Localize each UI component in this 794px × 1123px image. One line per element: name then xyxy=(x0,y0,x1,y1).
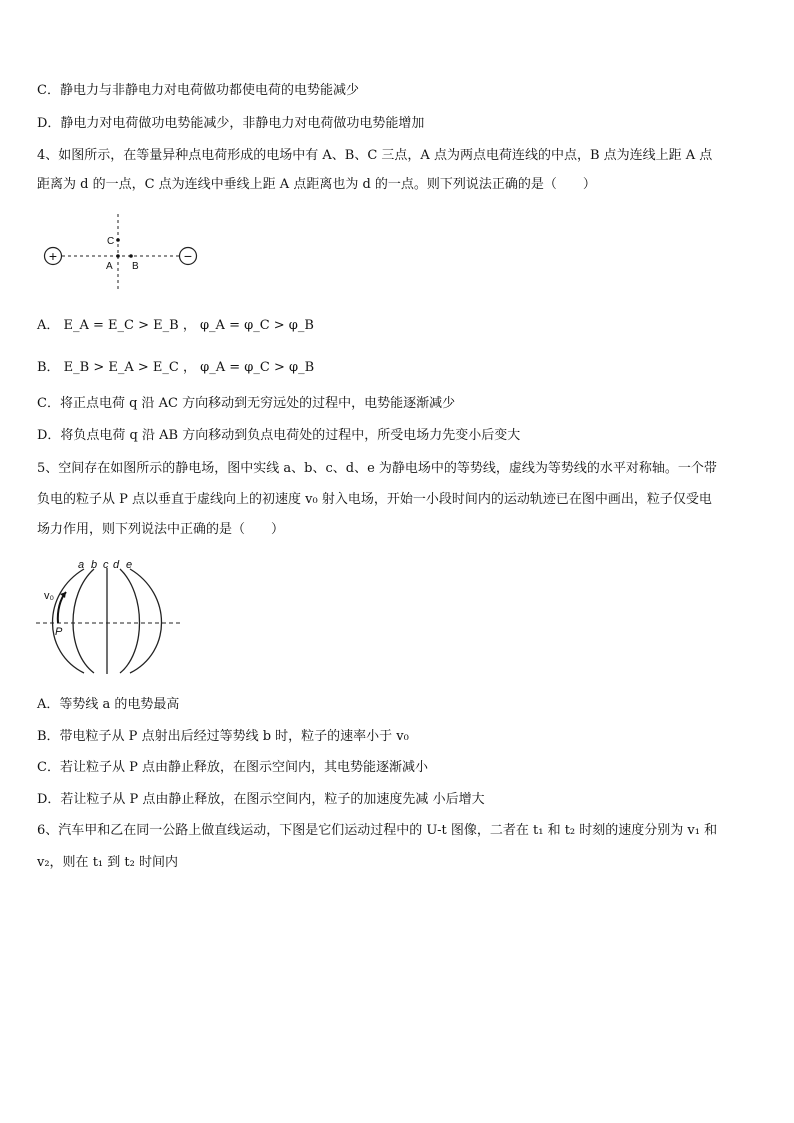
label-c: C xyxy=(107,236,115,247)
equipotential-e xyxy=(130,569,162,673)
label-b: b xyxy=(91,559,98,571)
point-a xyxy=(116,254,120,258)
point-b xyxy=(129,254,133,258)
equipotential-d xyxy=(120,569,140,673)
option-a-q4: A． E_A = E_C > E_B ， φ_A = φ_C > φ_B xyxy=(37,318,314,333)
question-4-line-2: 距离为 d 的一点，C 点为连线中垂线上距 A 点距离也为 d 的一点。则下列说法正确的是（ ） xyxy=(37,177,596,192)
question-6-line-1: 6、汽车甲和乙在同一公路上做直线运动，下图是它们运动过程中的 U-t 图像，二者在 t₁ 和 t₂ 时刻的速度分别为 v₁ 和 xyxy=(37,823,718,838)
label-b: B xyxy=(132,261,139,272)
question-5-line-2: 负电的粒子从 P 点以垂直于虚线向上的初速度 v₀ 射入电场，开始一小段时间内的运动轨迹已在图中画出，粒子仅受电 xyxy=(37,492,712,507)
label-v0: v₀ xyxy=(44,590,55,602)
minus-sign: − xyxy=(183,248,193,264)
equipotential-b xyxy=(73,569,94,673)
option-c-q3: C．静电力与非静电力对电荷做功都使电荷的电势能减少 xyxy=(37,83,359,98)
option-d-q5: D．若让粒子从 P 点由静止释放，在图示空间内，粒子的加速度先减 小后增大 xyxy=(37,792,485,807)
equipotential-figure xyxy=(36,556,186,676)
option-c-q5: C．若让粒子从 P 点由静止释放，在图示空间内，其电势能逐渐减小 xyxy=(37,760,428,775)
option-c-q4: C．将正点电荷 q 沿 AC 方向移动到无穷远处的过程中，电势能逐渐减少 xyxy=(37,396,456,411)
question-4-line-1: 4、如图所示，在等量异种点电荷形成的电场中有 A、B、C 三点，A 点为两点电荷连线的中点，B 点为连线上距 A 点 xyxy=(37,148,713,163)
point-c xyxy=(116,238,120,242)
plus-sign: + xyxy=(48,248,58,264)
charge-figure xyxy=(40,214,210,294)
label-p: P xyxy=(55,626,63,638)
label-d: d xyxy=(113,559,120,571)
question-6-line-2: v₂，则在 t₁ 到 t₂ 时间内 xyxy=(37,855,178,870)
option-d-q4: D．将负点电荷 q 沿 AB 方向移动到负点电荷处的过程中，所受电场力先变小后变大 xyxy=(37,428,521,443)
question-5-line-1: 5、空间存在如图所示的静电场，图中实线 a、b、c、d、e 为静电场中的等势线，虚线为等势线的水平对称轴。一个带 xyxy=(37,461,717,476)
label-e: e xyxy=(126,559,133,571)
label-c: c xyxy=(103,559,109,571)
question-5-line-3: 场力作用，则下列说法中正确的是（ ） xyxy=(37,522,285,537)
option-a-q5: A．等势线 a 的电势最高 xyxy=(37,697,180,712)
label-a: A xyxy=(106,261,113,272)
option-d-q3: D．静电力对电荷做功电势能减少，非静电力对电荷做功电势能增加 xyxy=(37,116,425,131)
option-b-q5: B．带电粒子从 P 点射出后经过等势线 b 时，粒子的速率小于 v₀ xyxy=(37,729,409,744)
option-b-q4: B． E_B > E_A > E_C ， φ_A = φ_C > φ_B xyxy=(37,360,315,375)
label-a: a xyxy=(78,559,85,571)
